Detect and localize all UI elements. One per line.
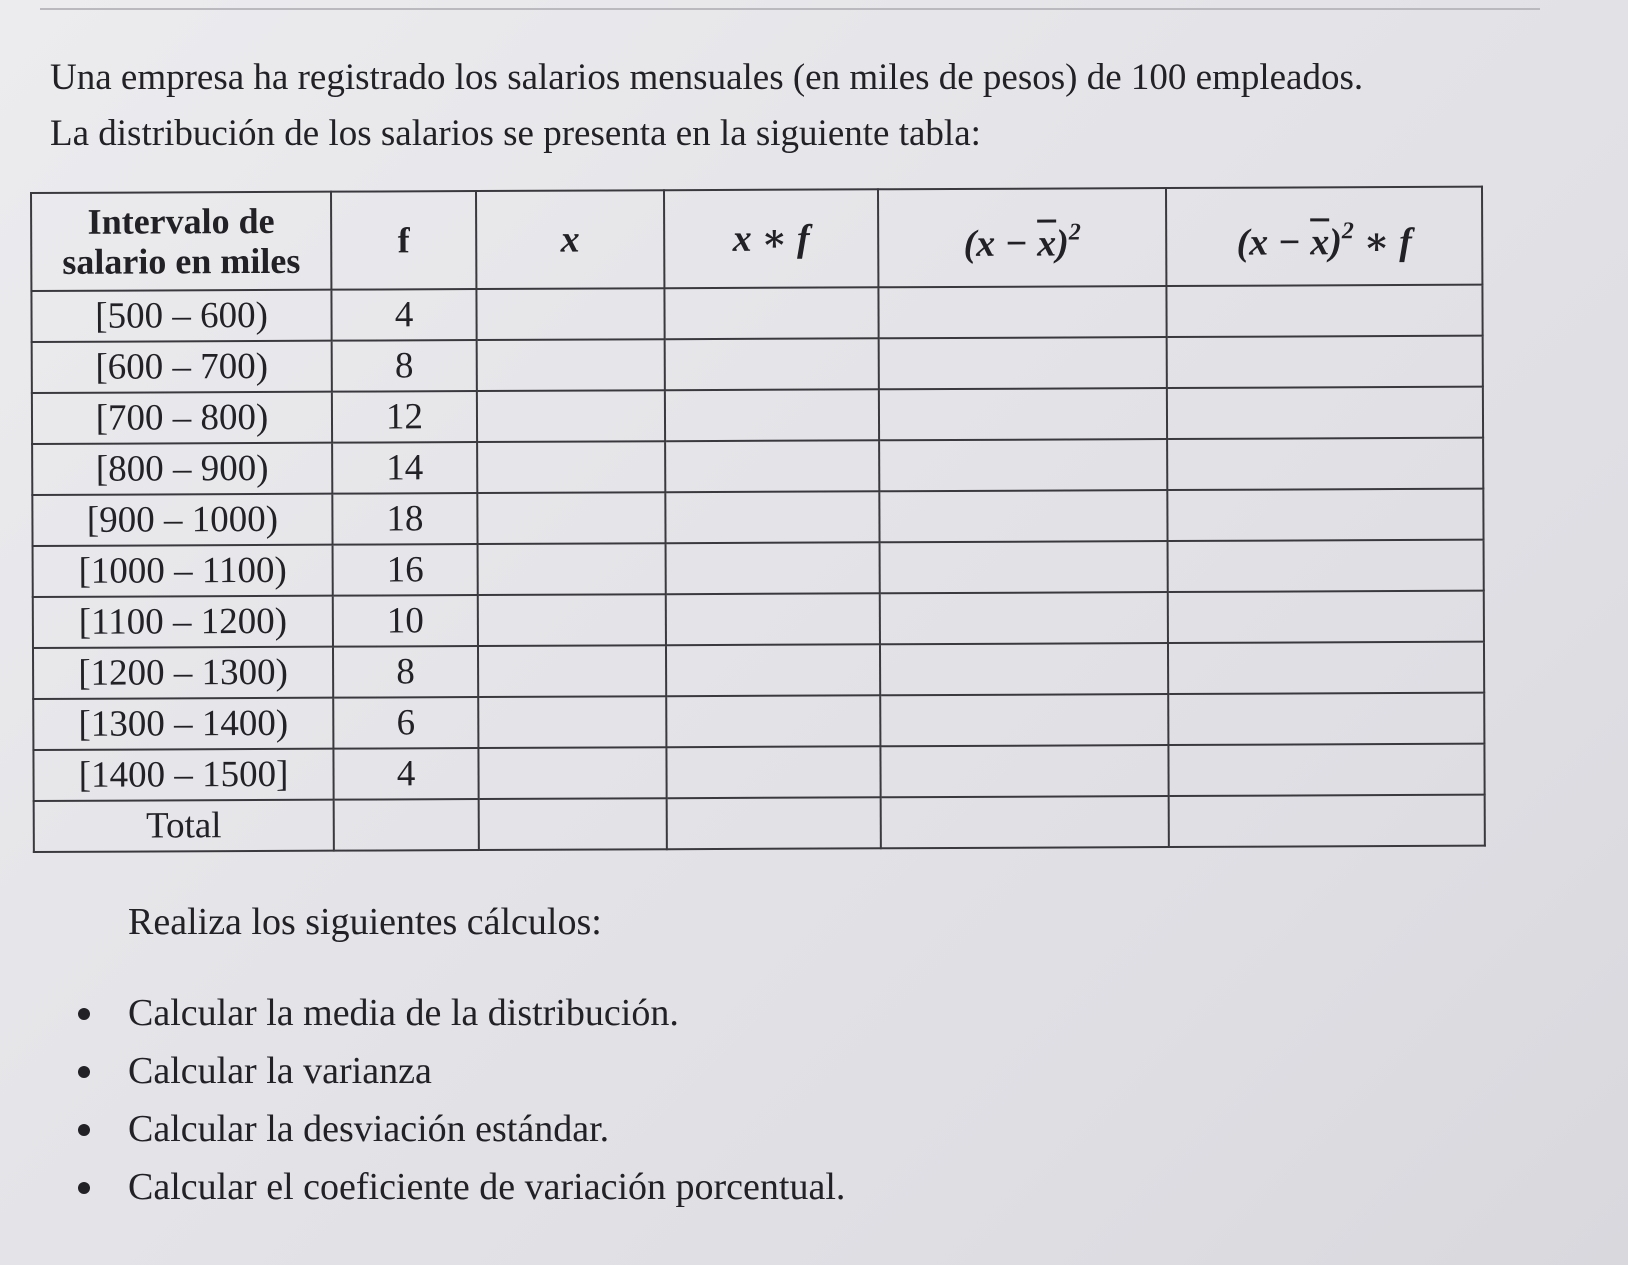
header-interval <box>31 192 331 291</box>
devf-exponent: 2 <box>1341 217 1354 244</box>
squared-deviation-times-f-cell <box>1168 642 1484 694</box>
x-times-f-cell <box>665 440 879 492</box>
header-interval-line-2: salario en miles <box>62 240 301 282</box>
devf-close: ) <box>1329 220 1343 263</box>
intro-line-2: La distribución de los salarios se presenta en la siguiente tabla: <box>50 113 981 154</box>
squared-deviation-times-f-cell <box>1166 285 1482 337</box>
task-text: Calcular la media de la distribución. <box>128 992 679 1034</box>
squared-deviation-cell <box>879 439 1167 491</box>
dev-close: ) <box>1056 221 1069 265</box>
x-times-f-cell <box>666 695 880 747</box>
task-text: Calcular la varianza <box>128 1050 432 1092</box>
interval-cell: [500 – 600) <box>31 290 331 342</box>
frequency-cell: 12 <box>332 391 477 443</box>
list-item <box>128 1042 845 1100</box>
table-row <box>32 336 1483 393</box>
squared-deviation-times-f-cell <box>1168 744 1484 796</box>
x-times-f-cell <box>664 287 878 339</box>
frequency-cell: 10 <box>333 595 478 647</box>
class-mark-cell <box>478 543 666 595</box>
squared-deviation-cell <box>878 286 1166 338</box>
devf-tail: ∗ f <box>1353 220 1412 263</box>
interval-cell: [700 – 800) <box>32 392 332 444</box>
class-mark-cell <box>478 594 666 646</box>
squared-deviation-cell <box>880 745 1168 797</box>
intro-line-1: Una empresa ha registrado los salarios mensuales (en miles de pesos) de 100 empleados. <box>50 57 1364 98</box>
frequency-cell: 6 <box>333 697 478 749</box>
table-row <box>31 285 1482 342</box>
bullet-icon <box>78 1182 90 1194</box>
squared-deviation-cell <box>880 592 1168 644</box>
bullet-icon <box>78 1066 90 1078</box>
total-squared-deviation-cell <box>881 796 1169 848</box>
interval-cell: [1200 – 1300) <box>33 647 333 699</box>
frequency-cell: 8 <box>333 646 478 698</box>
squared-deviation-times-f-cell <box>1167 489 1483 541</box>
squared-deviation-times-f-cell <box>1167 336 1483 388</box>
table-total-row <box>34 795 1485 852</box>
header-interval-line-1: Intervalo de <box>87 200 275 242</box>
total-squared-deviation-times-f-cell <box>1169 795 1485 847</box>
squared-deviation-times-f-cell <box>1168 693 1484 745</box>
frequency-cell: 8 <box>332 340 477 392</box>
frequency-cell: 4 <box>331 289 476 341</box>
interval-cell: [900 – 1000) <box>32 494 332 546</box>
devf-open: (x − <box>1236 220 1311 264</box>
class-mark-cell <box>478 645 666 697</box>
squared-deviation-cell <box>880 643 1168 695</box>
total-frequency-cell <box>334 799 479 851</box>
table-row <box>33 591 1484 648</box>
table-row <box>32 489 1483 546</box>
header-frequency: f <box>331 191 476 290</box>
total-label: Total <box>34 800 334 852</box>
interval-cell: [1400 – 1500] <box>33 749 333 801</box>
x-times-f-cell <box>666 542 880 594</box>
table-row <box>33 744 1484 801</box>
x-times-f-cell <box>665 491 879 543</box>
devf-mean-symbol: $\overline{x}$ <box>1310 220 1330 263</box>
table-header-row <box>31 187 1482 291</box>
dev-mean-symbol: $\overline{x}$ <box>1037 222 1057 265</box>
problem-statement <box>50 50 1570 162</box>
list-item <box>128 1100 845 1158</box>
bullet-icon <box>78 1124 90 1136</box>
list-item <box>128 1158 845 1216</box>
frequency-cell: 18 <box>332 493 477 545</box>
tasks-list <box>128 984 845 1216</box>
table-row <box>32 387 1483 444</box>
class-mark-cell <box>476 288 664 340</box>
squared-deviation-cell <box>879 388 1167 440</box>
class-mark-cell <box>478 747 666 799</box>
interval-cell: [600 – 700) <box>32 341 332 393</box>
total-class-mark-cell <box>479 798 667 850</box>
task-text: Calcular el coeficiente de variación porcentual. <box>128 1166 846 1208</box>
dev-open: (x − <box>963 222 1038 265</box>
tasks-section <box>128 900 845 1216</box>
class-mark-cell <box>478 696 666 748</box>
list-item <box>128 984 845 1042</box>
x-times-f-cell <box>665 389 879 441</box>
top-divider <box>40 8 1540 10</box>
x-times-f-cell <box>666 644 880 696</box>
frequency-cell: 14 <box>332 442 477 494</box>
interval-cell: [1100 – 1200) <box>33 596 333 648</box>
total-x-times-f-cell <box>667 797 881 849</box>
interval-cell: [800 – 900) <box>32 443 332 495</box>
table-row <box>33 642 1484 699</box>
tasks-heading: Realiza los siguientes cálculos: <box>128 901 602 943</box>
squared-deviation-cell <box>880 541 1168 593</box>
salary-distribution-table <box>30 186 1486 853</box>
dev-exponent: 2 <box>1068 218 1081 245</box>
squared-deviation-cell <box>879 337 1167 389</box>
header-squared-deviation <box>878 188 1166 287</box>
squared-deviation-times-f-cell <box>1168 540 1484 592</box>
squared-deviation-times-f-cell <box>1167 438 1483 490</box>
squared-deviation-times-f-cell <box>1168 591 1484 643</box>
interval-cell: [1300 – 1400) <box>33 698 333 750</box>
header-x-times-f: x ∗ f <box>664 189 878 288</box>
squared-deviation-cell <box>880 694 1168 746</box>
frequency-cell: 4 <box>333 748 478 800</box>
squared-deviation-times-f-cell <box>1167 387 1483 439</box>
table-row <box>33 693 1484 750</box>
x-times-f-cell <box>666 746 880 798</box>
class-mark-cell <box>477 390 665 442</box>
class-mark-cell <box>477 339 665 391</box>
salary-table-container <box>30 192 1483 853</box>
x-times-f-cell <box>665 338 879 390</box>
task-text: Calcular la desviación estándar. <box>128 1108 610 1150</box>
header-class-mark: x <box>476 190 664 289</box>
class-mark-cell <box>477 492 665 544</box>
table-row <box>33 540 1484 597</box>
squared-deviation-cell <box>879 490 1167 542</box>
bullet-icon <box>78 1008 90 1020</box>
class-mark-cell <box>477 441 665 493</box>
interval-cell: [1000 – 1100) <box>33 545 333 597</box>
table-row <box>32 438 1483 495</box>
header-squared-deviation-times-f <box>1166 187 1482 286</box>
x-times-f-cell <box>666 593 880 645</box>
frequency-cell: 16 <box>333 544 478 596</box>
